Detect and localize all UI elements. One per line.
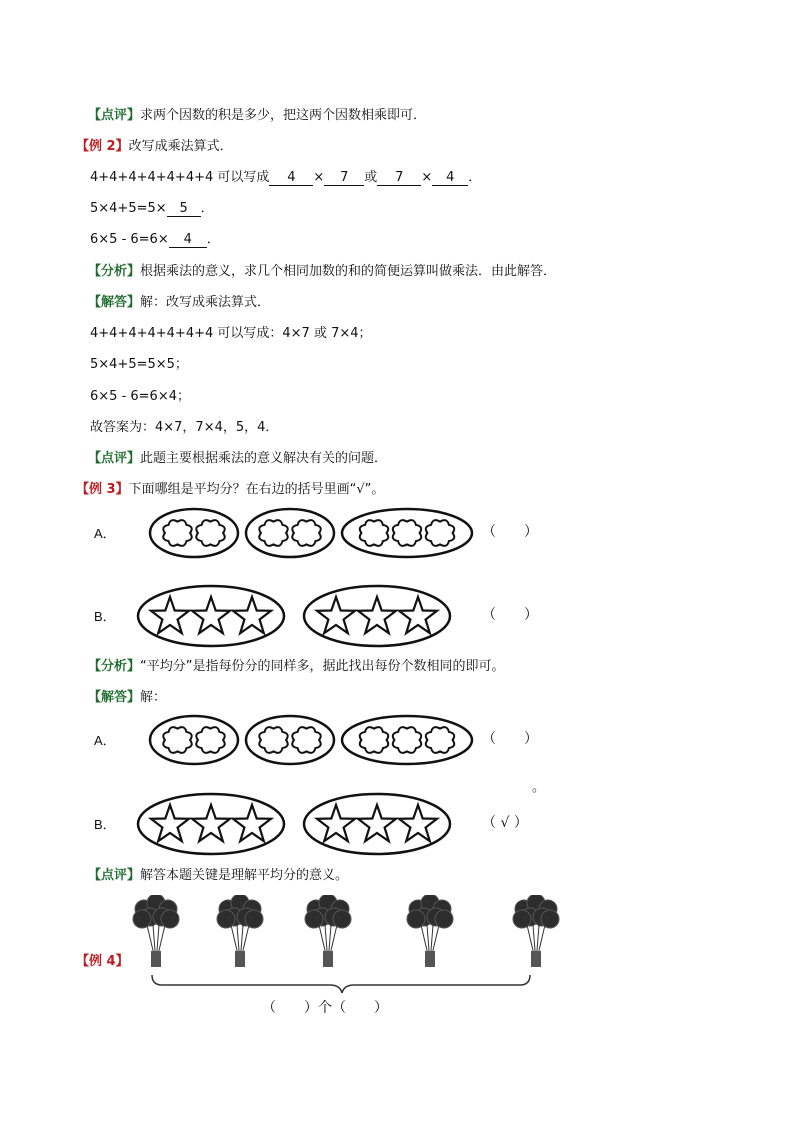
cloud-icon — [259, 520, 287, 546]
answer-paren: （ ） — [482, 524, 538, 540]
cloud-icon — [163, 727, 191, 753]
star-icon — [233, 805, 271, 841]
example-3-heading: 【例 3】下面哪组是平均分？在右边的括号里画“√”。 — [76, 482, 385, 497]
example-4 — [0, 895, 794, 1035]
example-3-answer: 【解答】解： — [88, 690, 167, 705]
answer-line: 6×5 - 6=6×4； — [90, 389, 190, 404]
balloon-figure — [0, 895, 794, 1025]
li4-tag: 【例 4】 — [76, 954, 129, 969]
group-a-question — [94, 505, 594, 565]
answer-line: 4+4+4+4+4+4+4 可以写成：4×7 或 7×4； — [90, 326, 372, 341]
group-ellipse — [150, 716, 238, 764]
blank: 7 — [377, 170, 421, 186]
example-2-question: 改写成乘法算式． — [128, 139, 233, 154]
comment-line-1 — [88, 104, 426, 123]
example-2-line-2: 5×4+5=5× 5 ． — [90, 201, 214, 216]
star-icon — [358, 805, 396, 841]
cloud-icon — [292, 520, 320, 546]
star-groups-b — [134, 582, 474, 650]
star-icon — [151, 597, 189, 633]
cloud-icon — [360, 520, 388, 546]
star-icon — [399, 805, 437, 841]
cloud-groups-a — [140, 712, 480, 768]
cloud-icon — [393, 520, 421, 546]
balloon-bunch-icon — [217, 895, 263, 967]
balloon-bunch-icon — [133, 895, 179, 967]
cloud-icon — [292, 727, 320, 753]
option-b-label: B． — [94, 609, 116, 624]
example-3-comment: 【点评】解答本题关键是理解平均分的意义。 — [88, 868, 349, 883]
example-2-line-3: 6×5 - 6=6× 4 ． — [90, 232, 220, 247]
cloud-icon — [196, 520, 224, 546]
group-b-answer: B． （ √ ） — [94, 790, 594, 858]
option-a-label: A． — [94, 526, 116, 541]
star-icon — [192, 805, 230, 841]
answer-line: 故答案为：4×7，7×4，5，4． — [90, 420, 279, 435]
balloon-bunch-icon — [305, 895, 351, 967]
blank: 5 — [167, 201, 201, 217]
star-icon — [151, 805, 189, 841]
cloud-icon — [426, 727, 454, 753]
comment-text-1: 求两个因数的积是多少，把这两个因数相乘即可． — [140, 108, 427, 123]
group-ellipse — [150, 509, 238, 557]
star-icon — [358, 597, 396, 633]
star-icon — [233, 597, 271, 633]
example-2-line-1: 4+4+4+4+4+4+4 可以写成 4 × 7 或 7 × 4 ． — [90, 170, 482, 185]
answer-paren-checked: （ √ ） — [482, 815, 528, 831]
group-b-question — [94, 582, 594, 650]
cloud-icon — [426, 520, 454, 546]
star-icon — [317, 805, 355, 841]
example-2-answer: 【解答】解：改写成乘法算式． — [88, 295, 271, 310]
cloud-icon — [360, 727, 388, 753]
blank: 4 — [432, 170, 468, 186]
dot: 。 — [532, 780, 546, 795]
blank: 7 — [324, 170, 364, 186]
answer-paren: （ ） — [482, 731, 538, 747]
cloud-groups-a — [140, 505, 480, 561]
cloud-icon — [196, 727, 224, 753]
example-2-heading — [76, 135, 233, 154]
balloon-bunch-icon — [513, 895, 559, 967]
blank: 4 — [169, 232, 207, 248]
star-icon — [317, 597, 355, 633]
example-4-caption: （ ）个（ ） — [262, 1000, 388, 1016]
dianping-tag: 【点评】 — [88, 108, 141, 123]
cloud-icon — [259, 727, 287, 753]
example-3-analysis: 【分析】“平均分”是指每份分的同样多，据此找出每份个数相同的即可。 — [88, 659, 505, 674]
group-a-answer: A． （ ） — [94, 712, 594, 772]
group-ellipse — [246, 716, 334, 764]
example-2-analysis: 【分析】根据乘法的意义，求几个相同加数的和的简便运算叫做乘法．由此解答． — [88, 264, 557, 279]
blank: 4 — [269, 170, 313, 186]
cloud-icon — [393, 727, 421, 753]
star-groups-b — [134, 790, 474, 858]
brace — [152, 975, 530, 993]
cloud-icon — [163, 520, 191, 546]
balloon-bunch-icon — [407, 895, 453, 967]
answer-paren: （ ） — [482, 607, 538, 623]
li2-tag: 【例 2】 — [76, 139, 129, 154]
group-ellipse — [246, 509, 334, 557]
answer-line: 5×4+5=5×5； — [90, 357, 188, 372]
example-2-comment: 【点评】此题主要根据乘法的意义解决有关的问题． — [88, 451, 388, 466]
star-icon — [399, 597, 437, 633]
star-icon — [192, 597, 230, 633]
